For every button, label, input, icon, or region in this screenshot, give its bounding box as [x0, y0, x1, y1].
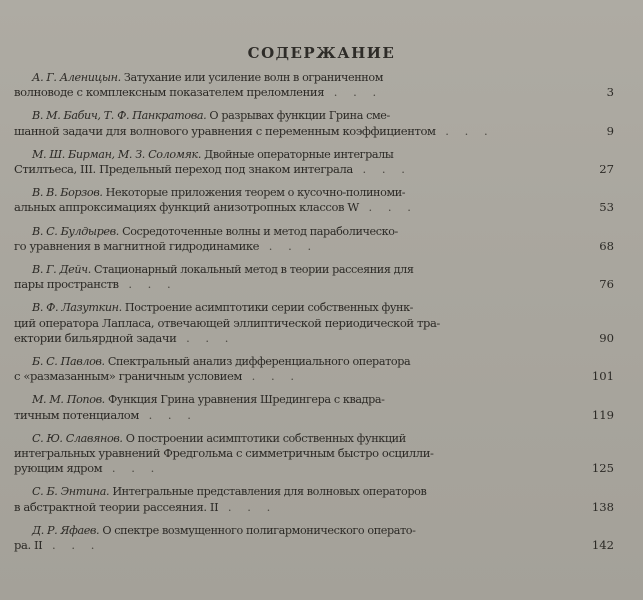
entry-author: М. М. Попов. [32, 393, 105, 407]
leader-dots: . . . [118, 277, 177, 292]
toc-entry [14, 431, 614, 477]
leader-dots: . . . [176, 330, 235, 345]
entry-line [14, 200, 588, 215]
entry-page-number: 3 [606, 85, 614, 100]
entry-title-text: ций оператора Лапласа, отвечающей эллиптической периодической тра- [14, 315, 440, 330]
entry-title-text: Стационарный локальный метод в теории рассеяния для [94, 263, 414, 277]
entry-author: В. М. Бабич, Т. Ф. Панкратова. [32, 109, 207, 123]
toc-entry [14, 147, 614, 177]
entry-page-number: 90 [599, 330, 614, 345]
entry-author: В. С. Булдырев. [32, 224, 119, 238]
toc-entry [14, 354, 614, 384]
entry-author: А. Г. Аленицын. [32, 71, 121, 84]
entry-author: С. Б. Энтина. [32, 485, 110, 499]
entry-author: Б. С. Павлов. [32, 355, 105, 369]
entry-line [14, 316, 588, 331]
toc-entry [14, 108, 614, 138]
entry-title-text: Интегральные представления для волновых операторов [112, 485, 427, 499]
entry-line [14, 331, 588, 346]
entry-line [14, 461, 588, 476]
entry-first-line [14, 262, 588, 277]
entry-title-text: Спектральный анализ дифференциального оператора [107, 355, 411, 369]
leader-dots: . . . [435, 123, 494, 138]
entry-title-text: шанной задачи для волнового уравнения с переменным коэффициентом [14, 123, 436, 138]
entry-title-text: О построении асимптотики собственных функций [125, 431, 406, 445]
entry-first-line [14, 185, 588, 200]
entry-author: В. Г. Дейч. [32, 263, 91, 277]
entry-title-text: Двойные операторные интегралы [204, 147, 394, 161]
toc-entry [14, 70, 614, 100]
entry-page-number: 119 [591, 407, 614, 422]
entry-title-text: интегральных уравнений Фредгольма с симметричным быстро осцилли- [14, 446, 434, 461]
leader-dots: . . . [42, 538, 101, 553]
entry-page-number: 125 [591, 461, 614, 476]
toc-entry [14, 300, 614, 346]
entry-first-line [14, 354, 588, 369]
entry-line [14, 162, 588, 177]
entry-first-line [14, 392, 588, 407]
entry-title-text: Стилтьеса, III. Предельный переход под знаком интеграла [14, 162, 353, 177]
entry-first-line [14, 484, 588, 499]
entry-author: В. Ф. Лазуткин. [32, 301, 122, 315]
toc-entry [14, 392, 614, 422]
entry-first-line [14, 431, 588, 446]
entry-line [14, 446, 588, 461]
entry-title-text: Построение асимптотики серии собственных функ- [124, 301, 414, 315]
leader-dots: . . . [352, 162, 411, 177]
leader-dots: . . . [259, 238, 318, 253]
entry-page-number: 9 [606, 123, 614, 138]
entry-title-text: Некоторые приложения теорем о кусочно-полиноми- [105, 186, 406, 200]
entry-title-text: Функция Грина уравнения Шредингера с квадра- [108, 393, 385, 407]
entry-line [14, 239, 588, 254]
entry-title-text: с «размазанным» граничным условием [14, 369, 242, 384]
entry-title-text: альных аппроксимациях функций анизотропных классов W [14, 200, 359, 215]
entry-first-line [14, 147, 588, 162]
entry-page-number: 53 [599, 200, 614, 215]
entry-title-text: тичным потенциалом [14, 407, 139, 422]
entry-first-line [14, 523, 588, 538]
entry-author: М. Ш. Бирман, М. З. Соломяк. [32, 147, 201, 161]
entry-page-number: 27 [599, 162, 614, 177]
entry-title-text: Затухание или усиление волн в ограниченном [123, 71, 384, 84]
page-title: СОДЕРЖАНИЕ [247, 44, 396, 62]
entry-title-text: О разрывах функции Грина сме- [209, 109, 390, 123]
entry-line [14, 500, 588, 515]
entry-title-text: пары пространств [14, 277, 119, 292]
entry-author: В. В. Борзов. [32, 186, 103, 200]
entry-title-text: О спектре возмущенного полигармонического операто- [102, 523, 416, 537]
entry-line [14, 369, 588, 384]
entry-first-line [14, 300, 588, 315]
toc-entry [14, 185, 614, 215]
toc-entry [14, 262, 614, 292]
leader-dots: . . . [358, 200, 417, 215]
leader-dots: . . . [324, 85, 383, 100]
entry-title-text: ектории бильярдной задачи [14, 330, 177, 345]
entry-page-number: 76 [599, 277, 614, 292]
entry-title-text: волноводе с комплексным показателем преломления [14, 85, 325, 100]
entry-page-number: 142 [591, 538, 614, 553]
entry-line [14, 277, 588, 292]
leader-dots: . . . [218, 499, 277, 514]
entry-line [14, 85, 588, 100]
toc-entry [14, 224, 614, 254]
entry-title-text: ра. II [14, 538, 43, 553]
toc-list [14, 70, 614, 561]
entry-page-number: 138 [591, 499, 614, 514]
toc-entry [14, 484, 614, 514]
entry-title-text: го уравнения в магнитной гидродинамике [14, 238, 260, 253]
entry-page-number: 68 [599, 238, 614, 253]
entry-author: С. Ю. Славянов. [32, 431, 123, 445]
entry-first-line [14, 224, 588, 239]
entry-first-line [14, 70, 588, 85]
leader-dots: . . . [138, 407, 197, 422]
entry-line [14, 408, 588, 423]
toc-entry [14, 523, 614, 553]
leader-dots: . . . [241, 369, 301, 384]
entry-line [14, 538, 588, 553]
entry-title-text: в абстрактной теории рассеяния. II [14, 499, 219, 514]
leader-dots: . . . [102, 461, 161, 476]
entry-title-text: Сосредоточенные волны и метод параболическо- [122, 224, 398, 238]
entry-author: Д. Р. Яфаев. [32, 523, 100, 537]
entry-first-line [14, 108, 588, 123]
entry-line [14, 124, 588, 139]
entry-page-number: 101 [591, 369, 614, 384]
entry-title-text: рующим ядром [14, 461, 103, 476]
